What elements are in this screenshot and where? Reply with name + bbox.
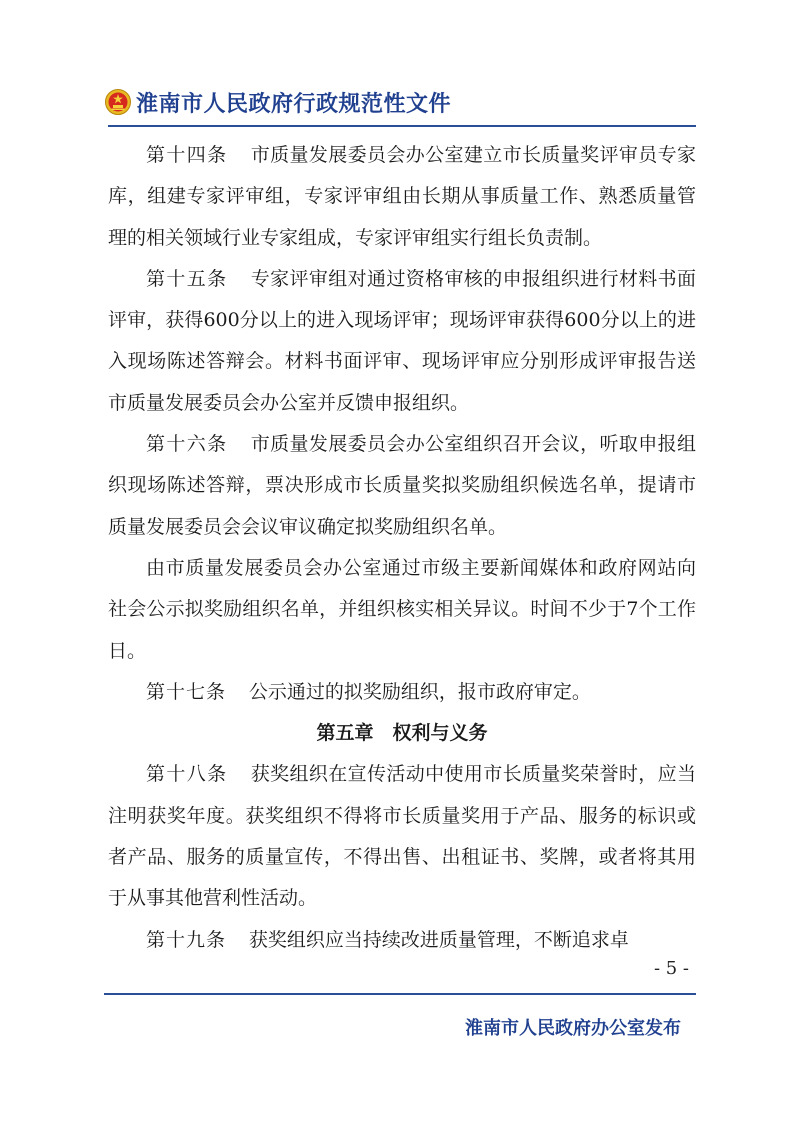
paragraph-text: 市质量发展委员会办公室组织召开会议，听取申报组织现场陈述答辩，票决形成市长质量奖拟奖励组织候选名单，提请市质量发展委员会会议审议确定拟奖励组织名单。 bbox=[108, 433, 696, 538]
paragraph-text: 专家评审组对通过资格审核的申报组织进行材料书面评审，获得600分以上的进入现场评审；现场评审获得600分以上的进入现场陈述答辩会。材料书面评审、现场评审应分别形成评审报告送市质量发展委员会办公室并反馈申报组织。 bbox=[108, 267, 696, 414]
paragraph-text: 获奖组织应当持续改进质量管理，不断追求卓 bbox=[248, 928, 629, 951]
paragraph bbox=[108, 920, 696, 961]
national-emblem-icon bbox=[104, 88, 132, 116]
paragraph-text: 市质量发展委员会办公室建立市长质量奖评审员专家库，组建专家评审组，专家评审组由长期从事质量工作、熟悉质量管理的相关领域行业专家组成，专家评审组实行组长负责制。 bbox=[108, 144, 696, 249]
paragraph bbox=[108, 259, 696, 424]
paragraph-text: 获奖组织在宣传活动中使用市长质量奖荣誉时，应当注明获奖年度。获奖组织不得将市长质量奖用于产品、服务的标识或者产品、服务的质量宣传，不得出售、出租证书、奖牌，或者将其用于从事其他营利性活动。 bbox=[108, 763, 696, 910]
document-body bbox=[108, 135, 696, 961]
article-number: 第十九条 bbox=[146, 928, 227, 951]
document-header bbox=[104, 84, 451, 120]
header-title: 淮南市人民政府行政规范性文件 bbox=[136, 91, 452, 117]
article-number: 第十五条 bbox=[146, 267, 228, 290]
paragraph-text: 由市质量发展委员会办公室通过市级主要新闻媒体和政府网站向社会公示拟奖励组织名单，并组织核实相关异议。时间不少于7个工作日。 bbox=[108, 556, 696, 662]
paragraph bbox=[108, 135, 696, 259]
chapter-heading bbox=[108, 713, 696, 754]
page-number: - 5 - bbox=[653, 958, 689, 979]
article-number: 第十四条 bbox=[146, 144, 228, 166]
footer-publisher: 淮南市人民政府办公室发布 bbox=[465, 1018, 681, 1039]
article-number: 第十七条 bbox=[146, 680, 227, 703]
paragraph bbox=[108, 754, 696, 919]
paragraph bbox=[108, 424, 696, 548]
paragraph-text: 公示通过的拟奖励组织，报市政府审定。 bbox=[248, 680, 591, 703]
chapter-number: 第五章 bbox=[316, 722, 374, 745]
paragraph bbox=[108, 548, 696, 672]
article-number: 第十六条 bbox=[146, 433, 228, 456]
article-number: 第十八条 bbox=[146, 763, 228, 786]
chapter-title: 权利与义务 bbox=[392, 722, 488, 745]
paragraph bbox=[108, 672, 696, 713]
footer-divider bbox=[104, 993, 696, 995]
header-divider bbox=[108, 125, 696, 127]
